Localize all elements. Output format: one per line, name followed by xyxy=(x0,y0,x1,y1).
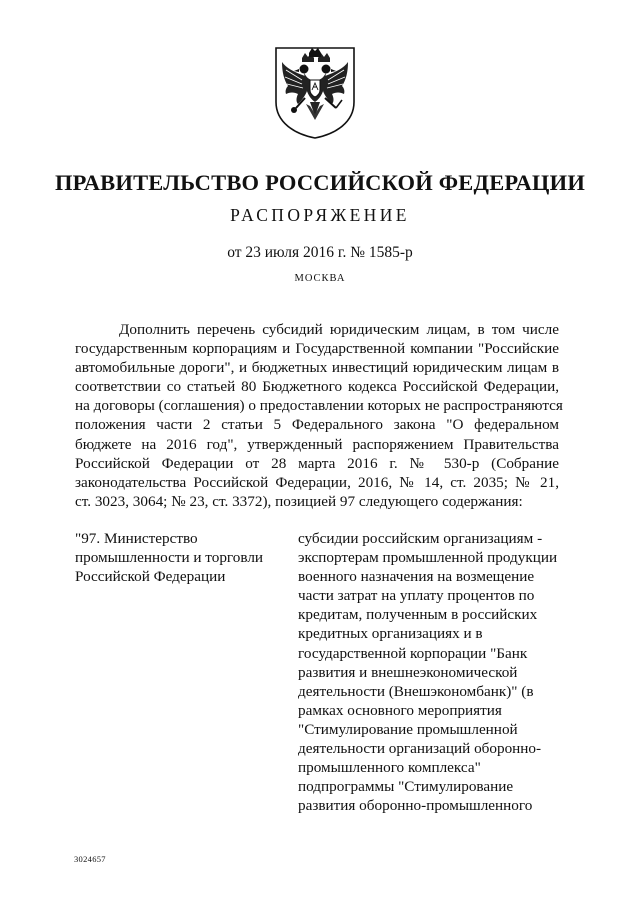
subsidy-line: субсидии российским организациям - xyxy=(298,530,543,547)
ministry-line: Российской Федерации xyxy=(75,568,226,586)
russian-coat-of-arms-icon xyxy=(272,44,358,140)
subsidy-line: деятельности организаций оборонно- xyxy=(298,740,542,758)
subsidy-line: рамках основного мероприятия xyxy=(298,701,502,719)
paragraph-line: Российской Федерации от 28 марта 2016 г. № 530-р (Собрание xyxy=(75,454,559,472)
subsidy-line: деятельности (Внешэкономбанк)" (в xyxy=(298,682,534,700)
subsidy-line: военного назначения на возмещение xyxy=(298,568,535,586)
document-id-number: 3024657 xyxy=(74,854,106,864)
subsidy-line: кредитных организациях и в xyxy=(298,625,483,643)
government-title: ПРАВИТЕЛЬСТВО РОССИЙСКОЙ ФЕДЕРАЦИИ xyxy=(54,170,586,195)
order-date-number: от 23 июля 2016 г. № 1585-р xyxy=(227,244,413,261)
paragraph-line: автомобильные дороги", и бюджетных инвестиций юридическим лицам в xyxy=(75,359,559,377)
table-ministry-cell xyxy=(75,529,275,586)
subsidy-line: государственной корпорации "Банк xyxy=(298,644,528,662)
subsidy-line: экспортерам промышленной продукции xyxy=(298,549,558,567)
table-subsidy-cell xyxy=(298,529,568,815)
paragraph-line: соответствии со статьей 80 Бюджетного кодекса Российской Федерации, xyxy=(75,378,559,396)
subsidy-line: кредитам, полученным в российских xyxy=(298,606,538,624)
subsidy-line: подпрограммы "Стимулирование xyxy=(298,778,514,796)
paragraph-line: законодательства Российской Федерации, 2016, № 14, ст. 2035; № 21, xyxy=(75,473,559,491)
subsidy-line: "Стимулирование промышленной xyxy=(298,720,518,738)
subsidy-line: промышленного комплекса" xyxy=(298,759,481,777)
paragraph-line: бюджете на 2016 год", утвержденный распоряжением Правительства xyxy=(75,435,559,453)
city-name: МОСКВА xyxy=(294,273,346,284)
subsidy-line: развития оборонно-промышленного xyxy=(298,797,533,815)
subsidy-line: части затрат на уплату процентов по xyxy=(298,587,535,605)
ministry-line: промышленности и торговли xyxy=(75,549,264,567)
ministry-line: "97. Министерство xyxy=(75,530,198,547)
main-paragraph xyxy=(75,320,563,511)
paragraph-line: на договоры (соглашения) о предоставлении которых не распространяются xyxy=(75,397,563,415)
paragraph-line: положения части 2 статьи 5 Федерального закона "О федеральном xyxy=(75,416,559,434)
paragraph-line: Дополнить перечень субсидий юридическим лицам, в том числе xyxy=(119,321,559,338)
document-type-title: РАСПОРЯЖЕНИЕ xyxy=(230,205,410,225)
subsidy-line: развития и внешнеэкономической xyxy=(298,663,518,681)
paragraph-line: государственным корпорациям и Государственной компании "Российские xyxy=(75,340,559,358)
paragraph-line: ст. 3023, 3064; № 23, ст. 3372), позицией 97 следующего содержания: xyxy=(75,492,523,510)
